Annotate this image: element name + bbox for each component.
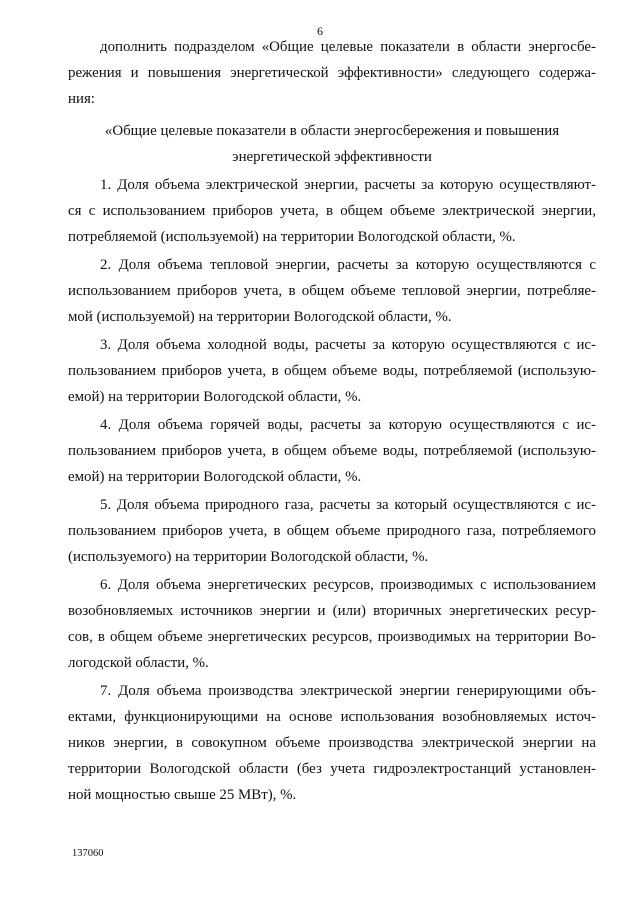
indicator-paragraph-7 <box>68 678 596 808</box>
paragraph-line: емой) на территории Вологодской области, %. <box>68 389 362 405</box>
page-number: 6 <box>317 24 323 38</box>
paragraph-line: логодской области, %. <box>68 655 209 671</box>
paragraph-line: территории Вологодской области (без учета гидроэлектростанций установлен- <box>68 761 596 777</box>
indicator-paragraph-6 <box>68 572 596 676</box>
paragraph-line: потребляемой (используемой) на территории Вологодской области, %. <box>68 229 516 245</box>
paragraph-line: ной мощностью свыше 25 МВт), %. <box>68 787 297 803</box>
intro-line: режения и повышения энергетической эффективности» следующего содержа- <box>68 65 596 81</box>
paragraph-line: 7. Доля объема производства электрической энергии генерирующими объ- <box>100 683 596 699</box>
indicator-paragraph-2 <box>68 252 596 330</box>
document-body <box>68 34 596 808</box>
intro-line: ния: <box>68 91 95 107</box>
indicator-paragraph-1 <box>68 172 596 250</box>
paragraph-line: (используемого) на территории Вологодской области, %. <box>68 549 429 565</box>
paragraph-line: возобновляемых источников энергии и (или) вторичных энергетических ресур- <box>68 603 596 619</box>
heading-line: энергетической эффективности <box>232 149 432 165</box>
indicator-paragraph-5 <box>68 492 596 570</box>
paragraph-line: ников энергии, в совокупном объеме производства электрической энергии на <box>68 735 596 751</box>
paragraph-line: 6. Доля объема энергетических ресурсов, производимых с использованием <box>100 577 596 593</box>
paragraph-line: 1. Доля объема электрической энергии, расчеты за которую осуществляют- <box>100 177 596 193</box>
paragraph-line: сов, в общем объеме энергетических ресурсов, производимых на территории Во- <box>68 629 596 645</box>
paragraph-line: 4. Доля объема горячей воды, расчеты за которую осуществляются с ис- <box>100 417 596 433</box>
intro-line: дополнить подразделом «Общие целевые показатели в области энергосбе- <box>100 39 596 55</box>
intro-paragraph <box>68 34 596 112</box>
paragraph-line: пользованием приборов учета, в общем объеме природного газа, потребляемого <box>68 523 596 539</box>
section-heading <box>68 118 596 170</box>
paragraph-line: емой) на территории Вологодской области, %. <box>68 469 362 485</box>
paragraph-line: 3. Доля объема холодной воды, расчеты за которую осуществляются с ис- <box>100 337 596 353</box>
paragraph-line: использованием приборов учета, в общем объеме тепловой энергии, потребляе- <box>68 283 596 299</box>
paragraph-line: 2. Доля объема тепловой энергии, расчеты за которую осуществляются с <box>100 257 596 273</box>
heading-line: «Общие целевые показатели в области энергосбережения и повышения <box>104 123 560 139</box>
paragraph-line: 5. Доля объема природного газа, расчеты за который осуществляются с ис- <box>100 497 596 513</box>
paragraph-line: пользованием приборов учета, в общем объеме воды, потребляемой (использую- <box>68 363 596 379</box>
paragraph-line: мой (используемой) на территории Вологодской области, %. <box>68 309 452 325</box>
indicator-paragraph-4 <box>68 412 596 490</box>
paragraph-line: ектами, функционирующими на основе использования возобновляемых источ- <box>68 709 596 725</box>
document-code: 137060 <box>72 848 104 859</box>
paragraph-line: ся с использованием приборов учета, в общем объеме электрической энергии, <box>68 203 596 219</box>
paragraph-line: пользованием приборов учета, в общем объеме воды, потребляемой (использую- <box>68 443 596 459</box>
indicator-paragraph-3 <box>68 332 596 410</box>
